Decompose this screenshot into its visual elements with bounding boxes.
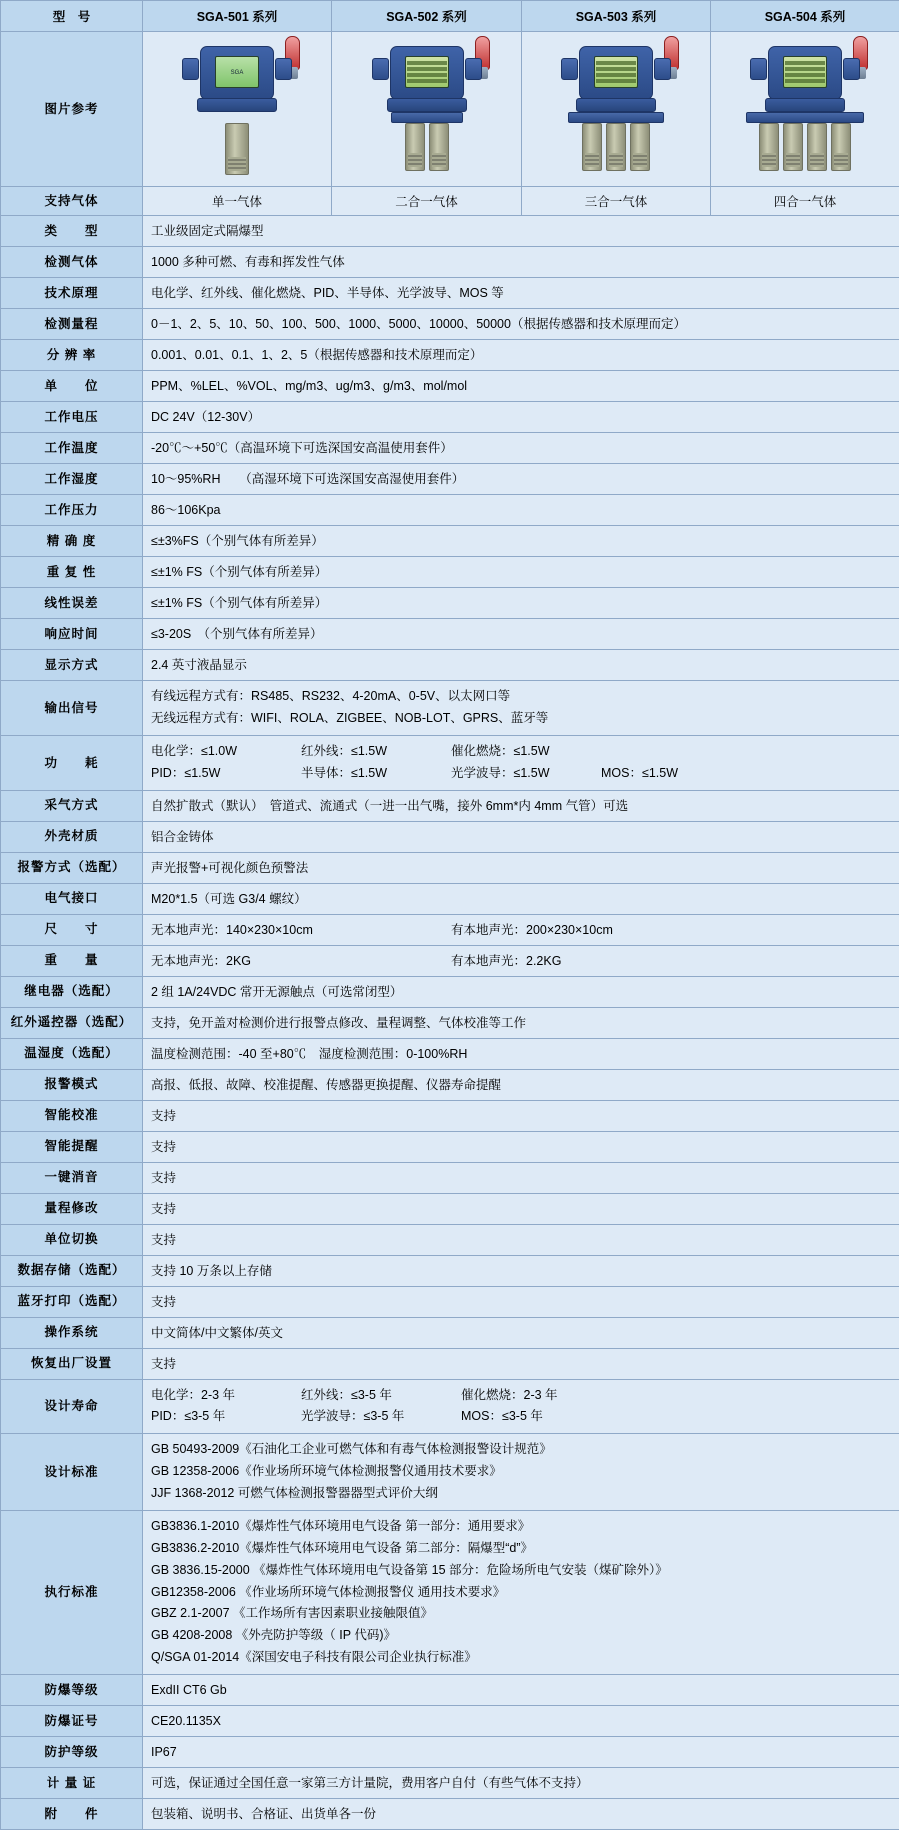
sensor-probe: [225, 123, 249, 175]
lcd-bars: [785, 59, 825, 85]
table-row-alarm-modes: [1, 1069, 899, 1100]
row-value: -20℃～+50℃（高温环境下可选深国安高温使用套件）: [143, 433, 899, 464]
row-value: 工业级固定式隔爆型: [143, 216, 899, 247]
power-catalytic: 催化燃烧：≤1.5W: [451, 741, 601, 763]
row-label: 采气方式: [1, 790, 143, 821]
row-label: 类 型: [1, 216, 143, 247]
cable-gland-left-icon: [561, 58, 578, 80]
table-row-images: [1, 32, 899, 187]
design-life-label: 设计寿命: [1, 1379, 143, 1434]
detector-body: [765, 98, 845, 112]
row-value: 0－1、2、5、10、50、100、500、1000、5000、10000、50000（根据传感器和技术原理而定）: [143, 309, 899, 340]
sensor-probe: [759, 123, 779, 171]
table-row-type: [1, 216, 899, 247]
table-row-alarm-mode-optional: [1, 852, 899, 883]
supported-gas-503: 三合一气体: [522, 187, 711, 216]
row-value: ≤±3%FS（个别气体有所差异）: [143, 526, 899, 557]
lcd-bars: [407, 59, 447, 85]
cable-gland-right-icon: [654, 58, 671, 80]
row-label: 线性误差: [1, 588, 143, 619]
model-label: 型 号: [1, 1, 143, 32]
row-label: 温湿度（选配）: [1, 1038, 143, 1069]
cable-gland-right-icon: [275, 58, 292, 80]
table-row-bluetooth-print: [1, 1286, 899, 1317]
row-value: 中文简体/中文繁体/英文: [143, 1317, 899, 1348]
table-row-pressure: [1, 495, 899, 526]
detector-body: [197, 98, 277, 112]
row-value: 支持: [143, 1193, 899, 1224]
table-row-accuracy: [1, 526, 899, 557]
power-mos: MOS：≤1.5W: [601, 763, 751, 785]
table-row-response-time: [1, 619, 899, 650]
dimension-value: [143, 914, 899, 945]
sensor-probe-group: [225, 123, 249, 175]
dimension-without-sounder: 无本地声光：140×230×10cm: [151, 920, 451, 940]
row-label: 检测量程: [1, 309, 143, 340]
table-row-display: [1, 650, 899, 681]
table-row-data-storage: [1, 1255, 899, 1286]
row-value: 1000 多种可燃、有毒和挥发性气体: [143, 247, 899, 278]
supported-gas-label: 支持气体: [1, 187, 143, 216]
weight-label: 重 量: [1, 945, 143, 976]
row-label: 附 件: [1, 1799, 143, 1830]
row-value: 支持: [143, 1162, 899, 1193]
table-row-resolution: [1, 340, 899, 371]
table-row-ex-certificate: [1, 1706, 899, 1737]
row-label: 重 复 性: [1, 557, 143, 588]
row-label: 恢复出厂设置: [1, 1348, 143, 1379]
supported-gas-504: 四合一气体: [711, 187, 899, 216]
table-row-one-key-mute: [1, 1162, 899, 1193]
row-value: 支持: [143, 1131, 899, 1162]
row-value: 包装箱、说明书、合格证、出货单各一份: [143, 1799, 899, 1830]
sensor-probe-group: [405, 123, 449, 171]
design-life-line-1: [151, 1385, 891, 1407]
device-image-sga-504: [711, 32, 899, 187]
exec-standard-line: GB3836.2-2010《爆炸性气体环境用电气设备 第二部分：隔爆型“d”》: [151, 1538, 891, 1560]
table-row-unit-switch: [1, 1224, 899, 1255]
power-label: 功 耗: [1, 735, 143, 790]
row-label: 单位切换: [1, 1224, 143, 1255]
table-row-repeatability: [1, 557, 899, 588]
row-label: 电气接口: [1, 883, 143, 914]
model-sga-501: SGA-501 系列: [143, 1, 332, 32]
row-label: 分 辨 率: [1, 340, 143, 371]
design-standard-line: GB 12358-2006《作业场所环境气体检测报警仪通用技术要求》: [151, 1461, 891, 1483]
table-row-weight: [1, 945, 899, 976]
model-sga-502: SGA-502 系列: [332, 1, 522, 32]
manifold-bar: [746, 112, 864, 123]
table-row-sampling: [1, 790, 899, 821]
exec-standard-line: GB 3836.15-2000 《爆炸性气体环境用电气设备第 15 部分：危险场所电气安装（煤矿除外）》: [151, 1560, 891, 1582]
row-value: 铝合金铸体: [143, 821, 899, 852]
life-pid: PID：≤3-5 年: [151, 1406, 301, 1428]
table-row-design-life: [1, 1379, 899, 1434]
row-value: ≤3-20S （个别气体有所差异）: [143, 619, 899, 650]
output-signal-wireless: 无线远程方式有：WIFI、ROLA、ZIGBEE、NOB-LOT、GPRS、蓝牙等: [151, 708, 891, 730]
weight-with-sounder: 有本地声光：2.2KG: [451, 951, 561, 971]
table-row-factory-reset: [1, 1348, 899, 1379]
table-row-dimension: [1, 914, 899, 945]
sensor-probe: [831, 123, 851, 171]
design-standard-label: 设计标准: [1, 1434, 143, 1511]
row-label: 计 量 证: [1, 1768, 143, 1799]
table-row-output-signal: [1, 681, 899, 736]
table-row-tech-principle: [1, 278, 899, 309]
exec-standard-value: [143, 1510, 899, 1674]
life-optical-waveguide: 光学波导：≤3-5 年: [301, 1406, 461, 1428]
cable-gland-left-icon: [750, 58, 767, 80]
model-sga-503: SGA-503 系列: [522, 1, 711, 32]
detector-head: [579, 46, 653, 100]
row-label: 蓝牙打印（选配）: [1, 1286, 143, 1317]
table-row-ip-rating: [1, 1737, 899, 1768]
sensor-probe-group: [759, 123, 851, 171]
weight-value: [143, 945, 899, 976]
design-life-value: [143, 1379, 899, 1434]
row-value: 支持: [143, 1348, 899, 1379]
row-label: 防爆等级: [1, 1675, 143, 1706]
power-optical-waveguide: 光学波导：≤1.5W: [451, 763, 601, 785]
exec-standard-line: Q/SGA 01-2014《深国安电子科技有限公司企业执行标准》: [151, 1647, 891, 1669]
image-row-label: 图片参考: [1, 32, 143, 187]
lcd-bars: [596, 59, 636, 85]
table-row-design-standard: [1, 1434, 899, 1511]
table-row-smart-reminder: [1, 1131, 899, 1162]
device-image-sga-503: [522, 32, 711, 187]
table-row-exec-standard: [1, 1510, 899, 1674]
table-row-temp-humidity-optional: [1, 1038, 899, 1069]
row-label: 报警模式: [1, 1069, 143, 1100]
table-row-os-language: [1, 1317, 899, 1348]
exec-standard-line: GB12358-2006 《作业场所环境气体检测报警仪 通用技术要求》: [151, 1582, 891, 1604]
cable-gland-left-icon: [372, 58, 389, 80]
power-value: [143, 735, 899, 790]
detector-body: [387, 98, 467, 112]
row-value: PPM、%LEL、%VOL、mg/m3、ug/m3、g/m3、mol/mol: [143, 371, 899, 402]
table-row-power: [1, 735, 899, 790]
row-label: 智能提醒: [1, 1131, 143, 1162]
row-value: 10～95%RH （高湿环境下可选深国安高湿使用套件）: [143, 464, 899, 495]
row-value: 支持: [143, 1224, 899, 1255]
row-value: 0.001、0.01、0.1、1、2、5（根据传感器和技术原理而定）: [143, 340, 899, 371]
row-value: 电化学、红外线、催化燃烧、PID、半导体、光学波导、MOS 等: [143, 278, 899, 309]
device-image-sga-501: [143, 32, 332, 187]
output-signal-label: 输出信号: [1, 681, 143, 736]
row-value: 2.4 英寸液晶显示: [143, 650, 899, 681]
exec-standard-line: GB3836.1-2010《爆炸性气体环境用电气设备 第一部分：通用要求》: [151, 1516, 891, 1538]
sensor-probe-group: [582, 123, 650, 171]
row-value: ExdII CT6 Gb: [143, 1675, 899, 1706]
power-pid: PID：≤1.5W: [151, 763, 301, 785]
row-label: 工作压力: [1, 495, 143, 526]
exec-standard-label: 执行标准: [1, 1510, 143, 1674]
row-label: 技术原理: [1, 278, 143, 309]
sensor-probe: [405, 123, 425, 171]
output-signal-value: [143, 681, 899, 736]
design-standard-value: [143, 1434, 899, 1511]
weight-without-sounder: 无本地声光：2KG: [151, 951, 451, 971]
row-label: 显示方式: [1, 650, 143, 681]
life-infrared: 红外线：≤3-5 年: [301, 1385, 461, 1407]
detector-head: [768, 46, 842, 100]
output-signal-wired: 有线远程方式有：RS485、RS232、4-20mA、0-5V、以太网口等: [151, 686, 891, 708]
exec-standard-line: GB 4208-2008 《外壳防护等级（ IP 代码)》: [151, 1625, 891, 1647]
row-label: 一键消音: [1, 1162, 143, 1193]
manifold-bar: [568, 112, 664, 123]
power-semiconductor: 半导体：≤1.5W: [301, 763, 451, 785]
row-value: IP67: [143, 1737, 899, 1768]
table-row-temperature: [1, 433, 899, 464]
row-value: ≤±1% FS（个别气体有所差异）: [143, 588, 899, 619]
design-standard-line: JJF 1368-2012 可燃气体检测报警器器型式评价大纲: [151, 1483, 891, 1505]
dimension-label: 尺 寸: [1, 914, 143, 945]
row-value: 支持: [143, 1286, 899, 1317]
row-label: 红外遥控器（选配）: [1, 1007, 143, 1038]
power-line-2: [151, 763, 891, 785]
table-row-ir-remote: [1, 1007, 899, 1038]
table-row-unit: [1, 371, 899, 402]
row-value: 声光报警+可视化颜色预警法: [143, 852, 899, 883]
row-label: 报警方式（选配）: [1, 852, 143, 883]
design-standard-line: GB 50493-2009《石油化工企业可燃气体和有毒气体检测报警设计规范》: [151, 1439, 891, 1461]
table-row-smart-calibration: [1, 1100, 899, 1131]
row-value: 2 组 1A/24VDC 常开无源触点（可选常闭型）: [143, 976, 899, 1007]
exec-standard-line: GBZ 2.1-2007 《工作场所有害因素职业接触限值》: [151, 1603, 891, 1625]
row-label: 响应时间: [1, 619, 143, 650]
row-value: 支持 10 万条以上存储: [143, 1255, 899, 1286]
life-mos: MOS：≤3-5 年: [461, 1406, 611, 1428]
lcd-display: SGA: [215, 56, 259, 88]
design-life-line-2: [151, 1406, 891, 1428]
row-value: ≤±1% FS（个别气体有所差异）: [143, 557, 899, 588]
life-catalytic: 催化燃烧：2-3 年: [461, 1385, 611, 1407]
table-row-detect-gas: [1, 247, 899, 278]
table-row-accessories: [1, 1799, 899, 1830]
table-row-electrical-interface: [1, 883, 899, 914]
detector-head: [200, 46, 274, 100]
supported-gas-502: 二合一气体: [332, 187, 522, 216]
table-row-supported-gas: [1, 187, 899, 216]
row-label: 量程修改: [1, 1193, 143, 1224]
sensor-probe: [783, 123, 803, 171]
sensor-probe: [429, 123, 449, 171]
row-label: 防爆证号: [1, 1706, 143, 1737]
sensor-probe: [807, 123, 827, 171]
row-value: 自然扩散式（默认） 管道式、流通式（一进一出气嘴，接外 6mm*内 4mm 气管）可选: [143, 790, 899, 821]
row-value: 高报、低报、故障、校准提醒、传感器更换提醒、仪器寿命提醒: [143, 1069, 899, 1100]
model-sga-504: SGA-504 系列: [711, 1, 899, 32]
sensor-probe: [630, 123, 650, 171]
row-label: 检测气体: [1, 247, 143, 278]
sensor-probe: [582, 123, 602, 171]
cable-gland-left-icon: [182, 58, 199, 80]
row-label: 防护等级: [1, 1737, 143, 1768]
table-row-voltage: [1, 402, 899, 433]
row-label: 精 确 度: [1, 526, 143, 557]
power-electrochemical: 电化学：≤1.0W: [151, 741, 301, 763]
cable-gland-right-icon: [843, 58, 860, 80]
row-label: 工作温度: [1, 433, 143, 464]
power-infrared: 红外线：≤1.5W: [301, 741, 451, 763]
sensor-probe: [606, 123, 626, 171]
row-label: 工作湿度: [1, 464, 143, 495]
life-electrochemical: 电化学：2-3 年: [151, 1385, 301, 1407]
row-label: 工作电压: [1, 402, 143, 433]
row-value: M20*1.5（可选 G3/4 螺纹）: [143, 883, 899, 914]
row-value: 86～106Kpa: [143, 495, 899, 526]
table-row-humidity: [1, 464, 899, 495]
row-value: 支持: [143, 1100, 899, 1131]
cable-gland-right-icon: [465, 58, 482, 80]
detector-body: [576, 98, 656, 112]
row-label: 操作系统: [1, 1317, 143, 1348]
table-row-relay: [1, 976, 899, 1007]
row-value: CE20.1135X: [143, 1706, 899, 1737]
row-value: 温度检测范围：-40 至+80℃ 湿度检测范围：0-100%RH: [143, 1038, 899, 1069]
row-label: 单 位: [1, 371, 143, 402]
manifold-bar: [391, 112, 463, 123]
table-row-housing: [1, 821, 899, 852]
row-label: 智能校准: [1, 1100, 143, 1131]
table-row-linearity: [1, 588, 899, 619]
row-value: 可选，保证通过全国任意一家第三方计量院，费用客户自付（有些气体不支持）: [143, 1768, 899, 1799]
row-label: 数据存储（选配）: [1, 1255, 143, 1286]
row-label: 继电器（选配）: [1, 976, 143, 1007]
dimension-with-sounder: 有本地声光：200×230×10cm: [451, 920, 613, 940]
table-row-metrology-certificate: [1, 1768, 899, 1799]
table-row-range-modify: [1, 1193, 899, 1224]
table-row-model: [1, 1, 899, 32]
supported-gas-501: 单一气体: [143, 187, 332, 216]
table-row-range: [1, 309, 899, 340]
device-image-sga-502: [332, 32, 522, 187]
table-row-ex-rating: [1, 1675, 899, 1706]
row-value: 支持，免开盖对检测价进行报警点修改、量程调整、气体校准等工作: [143, 1007, 899, 1038]
row-label: 外壳材质: [1, 821, 143, 852]
power-line-1: [151, 741, 891, 763]
detector-head: [390, 46, 464, 100]
row-value: DC 24V（12-30V）: [143, 402, 899, 433]
